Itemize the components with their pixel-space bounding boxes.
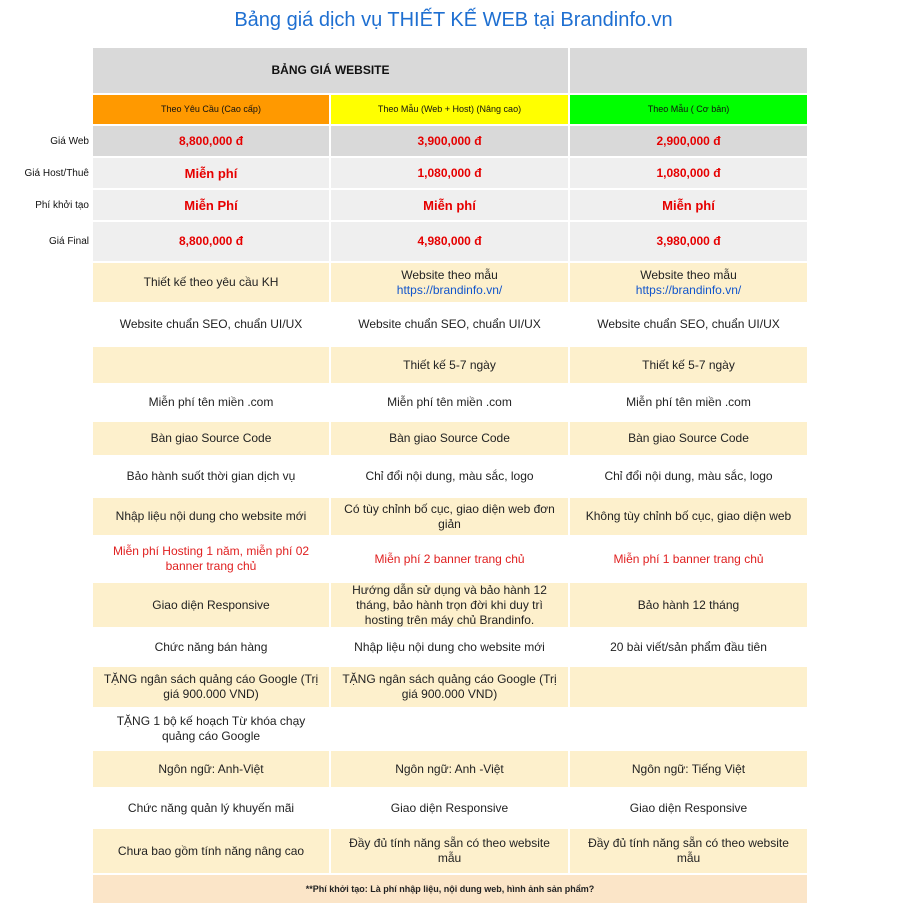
price-row-label: Giá Final <box>48 236 89 247</box>
feature-cell: Miễn phí 1 banner trang chủ <box>613 551 764 566</box>
feature-cell: Chức năng bán hàng <box>154 639 268 654</box>
feature-cell: Chỉ đổi nội dung, màu sắc, logo <box>604 469 773 483</box>
price-cell: 2,900,000 đ <box>570 126 807 156</box>
price-cell: 4,980,000 đ <box>331 222 568 261</box>
feature-cell: Ngôn ngữ: Anh-Việt <box>93 751 329 787</box>
feature-row <box>0 457 907 496</box>
sample-website-link[interactable]: https://brandinfo.vn/ <box>396 282 503 297</box>
feature-cell: TẶNG ngân sách quảng cáo Google (Trị giá 900.000 VND) <box>93 667 329 707</box>
feature-row <box>0 422 907 455</box>
feature-cell: Bàn giao Source Code <box>570 422 807 455</box>
feature-row <box>0 385 907 420</box>
feature-cell: Website chuẩn SEO, chuẩn UI/UX <box>119 317 303 331</box>
feature-cell: Có tùy chỉnh bố cục, giao diện web đơn giản <box>331 498 568 535</box>
price-row-label: Phí khởi tạo <box>35 199 89 211</box>
feature-row <box>0 709 907 749</box>
feature-cell <box>570 263 807 302</box>
sample-website-link[interactable]: https://brandinfo.vn/ <box>635 282 742 297</box>
price-cell: 1,080,000 đ <box>570 158 807 188</box>
feature-cell: Đầy đủ tính năng sẵn có theo website mẫu <box>331 829 568 873</box>
feature-cell: Thiết kế 5-7 ngày <box>331 347 568 383</box>
feature-cell: Chức năng quản lý khuyến mãi <box>127 800 295 815</box>
price-row-setup <box>0 190 907 220</box>
footnote: **Phí khởi tạo: Là phí nhập liệu, nội dung web, hình ảnh sản phẩm? <box>93 875 807 903</box>
feature-cell: Giao diện Responsive <box>390 800 509 815</box>
feature-row <box>0 498 907 535</box>
feature-cell: Miễn phí Hosting 1 năm, miễn phí 02 banner trang chủ <box>112 544 310 573</box>
feature-row <box>0 537 907 581</box>
page-title: Bảng giá dịch vụ THIẾT KẾ WEB tại Brandinfo.vn <box>234 9 673 31</box>
price-cell: 1,080,000 đ <box>331 158 568 188</box>
feature-cell: Website chuẩn SEO, chuẩn UI/UX <box>358 317 541 331</box>
feature-row <box>0 629 907 665</box>
price-cell: Miễn phí <box>331 190 568 220</box>
feature-cell: Đầy đủ tính năng sẵn có theo website mẫu <box>570 829 807 873</box>
feature-cell: Bàn giao Source Code <box>331 422 568 455</box>
feature-cell: Chỉ đổi nội dung, màu sắc, logo <box>365 469 534 483</box>
feature-cell: Miễn phí tên miền .com <box>626 395 751 409</box>
feature-cell: Giao diện Responsive <box>93 583 329 627</box>
feature-row <box>0 347 907 383</box>
feature-cell <box>570 709 807 749</box>
feature-cell <box>570 667 807 707</box>
price-cell: 3,900,000 đ <box>331 126 568 156</box>
price-cell: 3,980,000 đ <box>570 222 807 261</box>
feature-row <box>0 263 907 302</box>
feature-cell: Ngôn ngữ: Tiếng Việt <box>570 751 807 787</box>
feature-cell: Thiết kế theo yêu cầu KH <box>93 263 329 302</box>
feature-cell: TẶNG 1 bộ kế hoạch Từ khóa chạy quảng cáo Google <box>116 714 306 743</box>
feature-cell: Bàn giao Source Code <box>93 422 329 455</box>
feature-text: Website theo mẫu <box>640 267 737 282</box>
feature-cell: Website chuẩn SEO, chuẩn UI/UX <box>597 317 780 331</box>
price-cell: Miễn phí <box>93 158 329 188</box>
price-row-web <box>0 126 907 156</box>
price-cell: 8,800,000 đ <box>93 126 329 156</box>
feature-cell: TẶNG ngân sách quảng cáo Google (Trị giá 900.000 VND) <box>331 667 568 707</box>
feature-row <box>0 829 907 873</box>
plan-header-custom: Theo Yêu Cầu (Cao cấp) <box>93 95 329 124</box>
plan-header-advanced: Theo Mẫu (Web + Host) (Nâng cao) <box>331 95 568 124</box>
price-row-label: Giá Web <box>50 135 89 147</box>
table-title-blank <box>570 48 807 93</box>
feature-text: Website theo mẫu <box>401 267 498 282</box>
table-title: BẢNG GIÁ WEBSITE <box>93 48 568 93</box>
feature-cell: Nhập liệu nội dung cho website mới <box>354 639 545 654</box>
feature-cell: Không tùy chỉnh bố cục, giao diện web <box>570 498 807 535</box>
table-title-row <box>0 48 907 93</box>
feature-row <box>0 667 907 707</box>
feature-cell <box>331 263 568 302</box>
feature-cell <box>331 709 568 749</box>
feature-cell: Miễn phí tên miền .com <box>387 395 512 409</box>
feature-cell: 20 bài viết/sản phẩm đầu tiên <box>610 639 767 654</box>
feature-cell: Bảo hành 12 tháng <box>570 583 807 627</box>
plan-header-basic: Theo Mẫu ( Cơ bản) <box>570 95 807 124</box>
price-cell: Miễn Phí <box>93 190 329 220</box>
feature-cell: Giao diện Responsive <box>629 800 748 815</box>
feature-row <box>0 789 907 827</box>
price-row-host <box>0 158 907 188</box>
price-cell: 8,800,000 đ <box>93 222 329 261</box>
feature-cell: Bảo hành suốt thời gian dịch vụ <box>126 469 296 483</box>
feature-cell <box>93 347 329 383</box>
feature-cell: Nhập liệu nội dung cho website mới <box>93 498 329 535</box>
footnote-row <box>0 875 907 903</box>
feature-row <box>0 583 907 627</box>
plan-header-row <box>0 95 907 124</box>
feature-row <box>0 304 907 345</box>
feature-cell: Miễn phí tên miền .com <box>148 395 274 409</box>
feature-cell: Ngôn ngữ: Anh -Việt <box>331 751 568 787</box>
feature-row <box>0 751 907 787</box>
feature-cell: Chưa bao gồm tính năng nâng cao <box>93 829 329 873</box>
price-row-label: Giá Host/Thuê <box>24 167 89 179</box>
price-row-final <box>0 222 907 261</box>
feature-cell: Miễn phí 2 banner trang chủ <box>374 551 525 566</box>
feature-cell: Thiết kế 5-7 ngày <box>570 347 807 383</box>
feature-cell: Hướng dẫn sử dụng và bảo hành 12 tháng, bảo hành trọn đời khi duy trì hosting trên máy chủ Brandinfo. <box>331 583 568 627</box>
price-cell: Miễn phí <box>570 190 807 220</box>
